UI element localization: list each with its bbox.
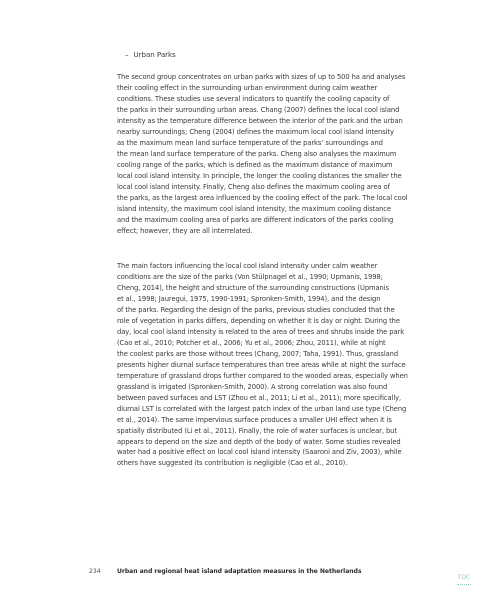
text-line: The second group concentrates on urban parks with sizes of up to 500 ha and analyses <box>117 73 406 81</box>
text-line: intensity as the temperature difference between the interior of the park and the urban <box>117 116 403 125</box>
toc-link[interactable] <box>456 575 472 585</box>
text-line: effect; however, they are all interrelated. <box>117 226 253 235</box>
text-line: island intensity, the maximum cool island intensity, the maximum cooling distance <box>117 204 391 213</box>
text-line: Cheng, 2014), the height and structure of the surrounding constructions (Upmanis <box>117 283 389 292</box>
text-line: temperature of grassland drops further compared to the wooded areas, especially when <box>117 371 408 380</box>
section-bullet <box>125 49 176 60</box>
text-line: their cooling effect in the surrounding urban environment during calm weather <box>117 83 378 92</box>
page-number: 234 <box>89 568 101 575</box>
text-line: conditions are the size of the parks (Von Stülpnagel et al., 1990; Upmanis, 1998; <box>117 272 383 281</box>
text-line: cooling range of the parks, which is defined as the maximum distance of maximum <box>117 160 393 169</box>
text-line: others have suggested its contribution is negligible (Cao et al., 2010). <box>117 459 348 468</box>
text-line: presents higher diurnal surface temperatures than tree areas while at night the surface <box>117 360 406 369</box>
toc-dots-icon <box>457 582 471 585</box>
text-line: and the maximum cooling area of parks are different indicators of the parks cooling <box>117 215 394 224</box>
running-footer-title: Urban and regional heat island adaptation measures in the Netherlands <box>117 568 362 575</box>
text-line: spatially distributed (Li et al., 2011). Finally, the role of water surfaces is unclear, but <box>117 426 397 435</box>
text-line: water had a positive effect on local cool island intensity (Saaroni and Ziv, 2003), while <box>117 448 402 457</box>
text-line: of the parks. Regarding the design of the parks, previous studies concluded that the <box>117 305 395 314</box>
bullet-dash: – <box>125 50 129 59</box>
toc-label: TOC <box>457 575 471 581</box>
text-line: between paved surfaces and LST (Zhou et al., 2011; Li et al., 2011); more specifically, <box>117 393 402 402</box>
text-line: the mean land surface temperature of the parks. Cheng also analyses the maximum <box>117 149 397 158</box>
text-line: the parks in their surrounding urban areas. Chang (2007) defines the local cool island <box>117 105 400 114</box>
text-line: diurnal LST is correlated with the largest patch index of the urban land use type (Cheng <box>117 404 407 413</box>
text-line: grassland is irrigated (Spronken-Smith, 2000). A strong correlation was also found <box>117 382 388 391</box>
text-line: the parks, as the largest area influenced by the cooling effect of the park. The local cool <box>117 193 408 202</box>
paragraph-2 <box>117 261 408 469</box>
section-heading: Urban Parks <box>133 50 176 59</box>
text-line: appears to depend on the size and depth of the body of water. Some studies revealed <box>117 437 401 446</box>
text-line: day, local cool island intensity is related to the area of trees and shrubs inside the park <box>117 327 405 336</box>
text-line: role of vegetation in parks differs, depending on whether it is day or night. During the <box>117 316 400 325</box>
paragraph-1 <box>117 72 408 237</box>
text-line: The main factors influencing the local cool island intensity under calm weather <box>117 262 378 270</box>
text-line: nearby surroundings; Cheng (2004) defines the maximum local cool island intensity <box>117 127 394 136</box>
text-line: conditions. These studies use several indicators to quantify the cooling capacity of <box>117 94 390 103</box>
text-line: the coolest parks are those without trees (Chang, 2007; Taha, 1991). Thus, grassland <box>117 349 399 358</box>
text-line: local cool island intensity. Finally, Cheng also defines the maximum cooling area of <box>117 182 390 191</box>
text-line: (Cao et al., 2010; Potcher et al., 2006; Yu et al., 2006; Zhou, 2011), while at night <box>117 338 386 347</box>
text-line: as the maximum mean land surface temperature of the parks’ surroundings and <box>117 138 383 147</box>
text-line: et al., 1998; Jauregui, 1975, 1990-1991; Spronken-Smith, 1994), and the design <box>117 294 381 303</box>
text-line: local cool island intensity. In principle, the longer the cooling distances the smaller the <box>117 171 402 180</box>
text-line: et al., 2014). The same impervious surface produces a smaller UHI effect when it is <box>117 415 392 424</box>
